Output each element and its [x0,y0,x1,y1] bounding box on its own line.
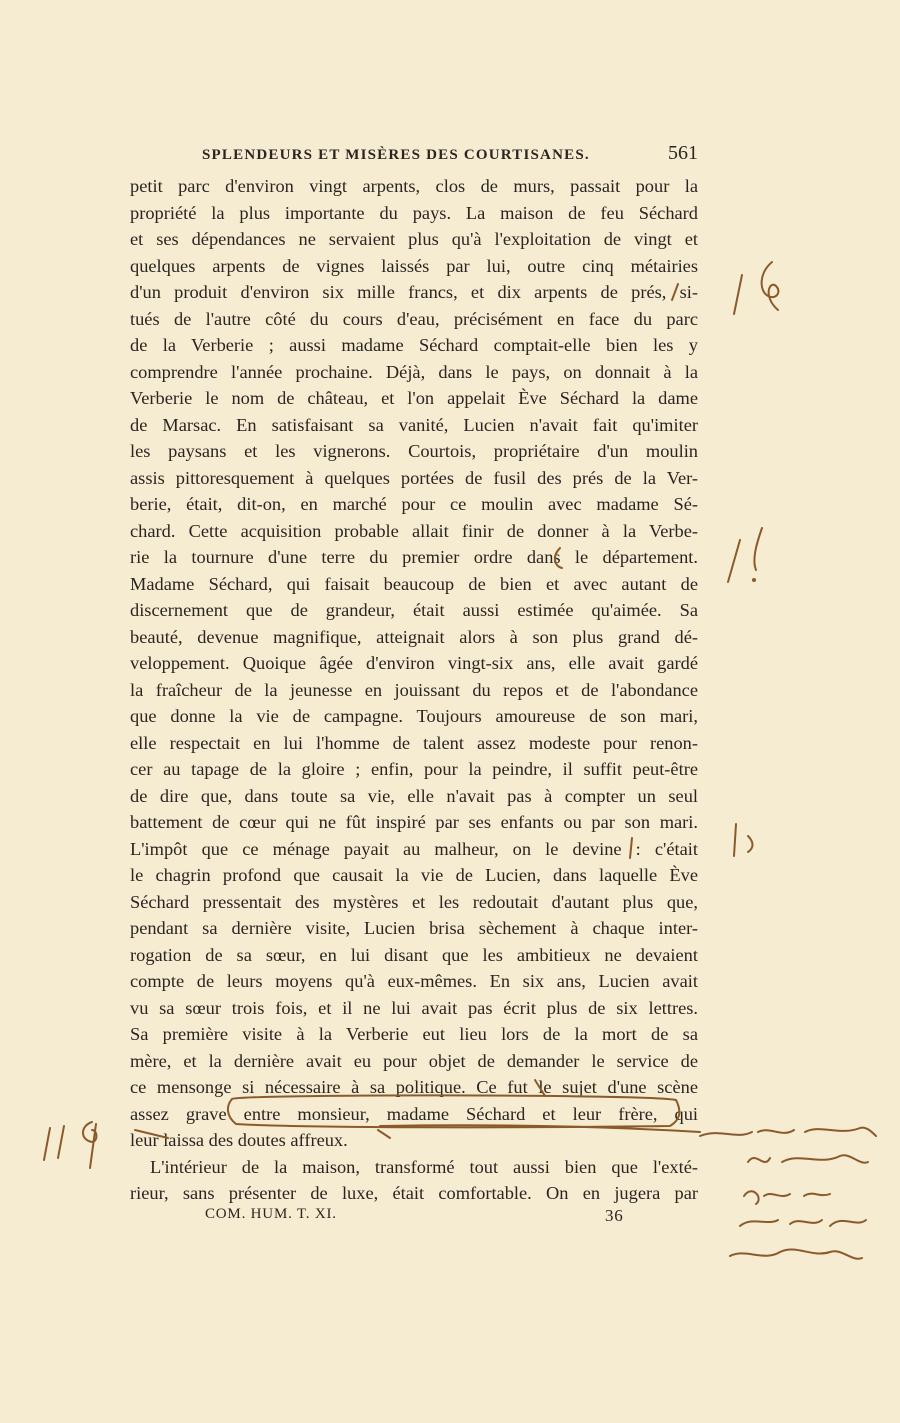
text-line: battement de cœur qui ne fût inspiré par ses enfants ou par son mari. [130,812,698,832]
signature-mark: COM. HUM. T. XI. [205,1206,337,1222]
text-line: de Marsac. En satisfaisant sa vanité, Lucien n'avait fait qu'imiter [130,414,698,435]
running-header [130,142,698,168]
text-line: elle respectait en lui l'homme de talent assez modeste pour renon- [130,732,698,753]
handwritten-insert [700,1128,876,1259]
text-line: d'un produit d'environ six mille francs, et dix arpents de prés, si- [130,282,698,302]
text-line: ce mensonge si nécessaire à sa politique. Ce fut le sujet d'une scène [130,1077,698,1097]
text-line: discernement que de grandeur, était aussi estimée qu'aimée. Sa [130,600,698,620]
text-line: Madame Séchard, qui faisait beaucoup de bien et avec autant de [130,573,698,594]
left-margin-mark [44,1122,97,1168]
text-line: L'impôt que ce ménage payait au malheur, on le devine : c'était [130,838,698,859]
running-title: SPLENDEURS ET MISÈRES DES COURTISANES. [202,147,590,163]
text-line: petit parc d'environ vingt arpents, clos de murs, passait pour la [130,176,698,196]
text-line: le chagrin profond que causait la vie de Lucien, dans laquelle Ève [130,865,698,885]
text-line: veloppement. Quoique âgée d'environ vingt-six ans, elle avait gardé [130,653,698,673]
text-line: assez grave entre monsieur, madame Séchard et leur frère, qui [130,1103,698,1124]
text-line: leur laissa des doutes affreux. [130,1130,348,1150]
text-line: Sa première visite à la Verberie eut lieu lors de la mort de sa [130,1024,698,1044]
text-line: rie la tournure d'une terre du premier ordre dans le département. [130,547,698,567]
text-line: les paysans et les vignerons. Courtois, propriétaire d'un moulin [130,441,698,461]
text-line: rogation de sa sœur, en lui disant que les ambitieux ne devaient [130,944,698,965]
page-number: 561 [668,142,698,164]
text-line: chard. Cette acquisition probable allait finir de donner à la Verbe- [130,520,698,541]
text-line: L'intérieur de la maison, transformé tout aussi bien que l'exté- [150,1156,698,1177]
text-line: propriété la plus importante du pays. La maison de feu Séchard [130,202,698,223]
text-line: pendant sa dernière visite, Lucien brisa sèchement à chaque inter- [130,918,698,938]
body-text [130,173,698,1207]
text-line: de la Verberie ; aussi madame Séchard comptait-elle bien les y [130,335,698,355]
text-line: Séchard pressentait des mystères et les redoutait d'autant plus que, [130,891,698,912]
text-line: rieur, sans présenter de luxe, était comfortable. On en jugera par [130,1183,698,1203]
sheet-number: 36 [605,1206,624,1225]
text-line: que donne la vie de campagne. Toujours amoureuse de son mari, [130,706,698,726]
text-line: beauté, devenue magnifique, atteignait alors à son plus grand dé- [130,626,698,647]
text-line: Verberie le nom de château, et l'on appelait Ève Séchard la dame [130,388,698,408]
text-line: cer au tapage de la gloire ; enfin, pour la peindre, il suffit peut-être [130,759,698,779]
text-line: la fraîcheur de la jeunesse en jouissant du repos et de l'abondance [130,679,698,700]
text-line: et ses dépendances ne servaient plus qu'à l'exploitation de vingt et [130,229,698,249]
text-line: mère, et la dernière avait eu pour objet de demander le service de [130,1050,698,1071]
text-line: berie, était, dit-on, en marché pour ce moulin avec madame Sé- [130,494,698,514]
text-line: vu sa sœur trois fois, et il ne lui avait pas écrit plus de six lettres. [130,997,698,1018]
text-line: tués de l'autre côté du cours d'eau, précisément en face du parc [130,308,698,329]
text-line: comprendre l'année prochaine. Déjà, dans le pays, on donnait à la [130,361,698,382]
text-line: de dire que, dans toute sa vie, elle n'avait pas à compter un seul [130,785,698,806]
text-line: assis pittoresquement à quelques portées de fusil des prés de la Ver- [130,467,698,488]
text-line: quelques arpents de vignes laissés par lui, outre cinq métairies [130,255,698,276]
page-footer [205,1206,625,1230]
text-line: compte de leurs moyens qu'à eux-mêmes. En six ans, Lucien avait [130,971,698,991]
